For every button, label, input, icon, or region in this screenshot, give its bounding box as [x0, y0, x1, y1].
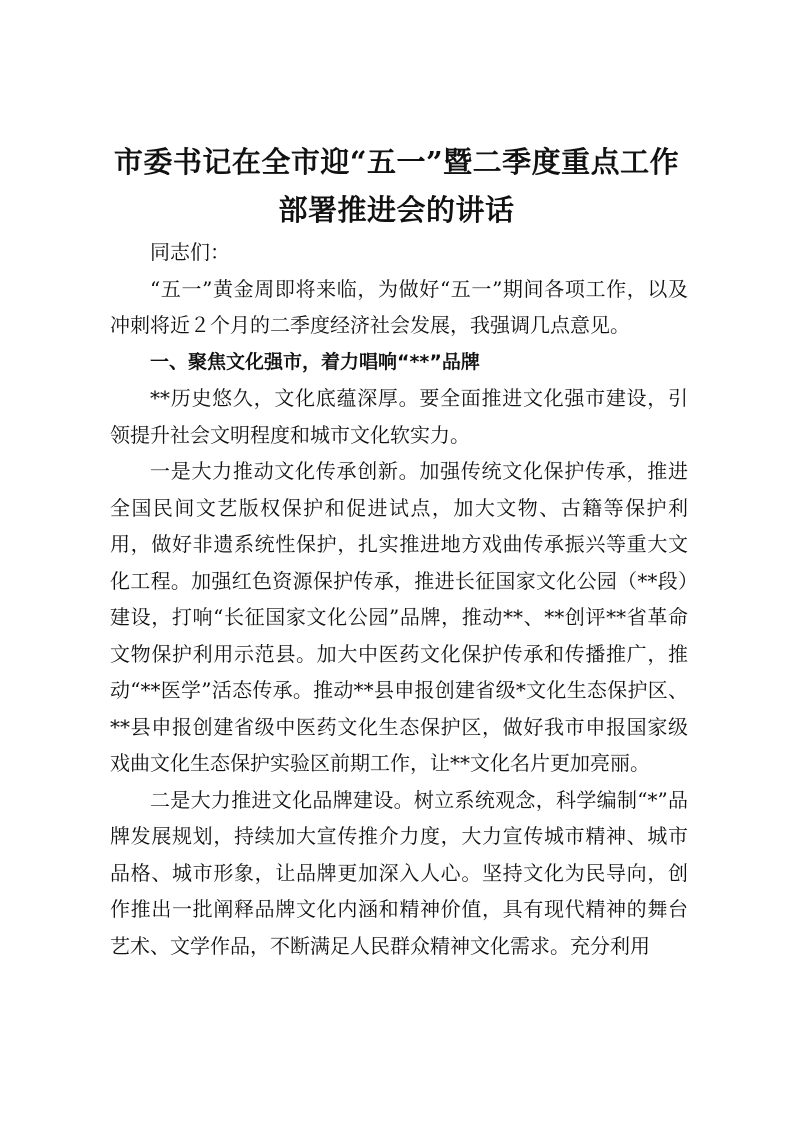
intro-paragraph: “五一”黄金周即将来临，为做好“五一”期间各项工作，以及冲刺将近２个月的二季度经济社会发展，我强调几点意见。 [110, 276, 688, 337]
document-title-line-1: 市委书记在全市迎“五一”暨二季度重点工作 [113, 145, 680, 179]
document-title-line-2: 部署推进会的讲话 [278, 193, 515, 227]
section-heading-1: 一、聚焦文化强市，着力唱响“**”品牌 [150, 350, 480, 373]
body-paragraph-3: 二是大力推进文化品牌建设。树立系统观念，科学编制“*”品牌发展规划，持续加大宣传推介力度，大力宣传城市精神、城市品格、城市形象，让品牌更加深入人心。坚持文化为民导向，创作推出一批阐释品牌文化内涵和精神价值，具有现代精神的舞台艺术、文学作品，不断满足人民群众精神文化需求。充分利用 [110, 787, 688, 958]
document-body [110, 234, 688, 964]
body-paragraph-1: **历史悠久，文化底蕴深厚。要全面推进文化强市建设，引领提升社会文明程度和城市文化软实力。 [110, 386, 688, 447]
body-paragraph-2: 一是大力推动文化传承创新。加强传统文化保护传承，推进全国民间文艺版权保护和促进试点，加大文物、古籍等保护利用，做好非遗系统性保护，扎实推进地方戏曲传承振兴等重大文化工程。加强红色资源保护传承，推进长征国家文化公园（**段）建设，打响“长征国家文化公园”品牌，推动**、**创评**省革命文物保护利用示范县。加大中医药文化保护传承和传播推广，推动“**医学”活态传承。推动**县申报创建省级*文化生态保护区、**县申报创建省级中医药文化生态保护区，做好我市申报国家级戏曲文化生态保护实验区前期工作，让**文化名片更加亮丽。 [110, 459, 688, 775]
salutation: 同志们： [150, 240, 230, 264]
